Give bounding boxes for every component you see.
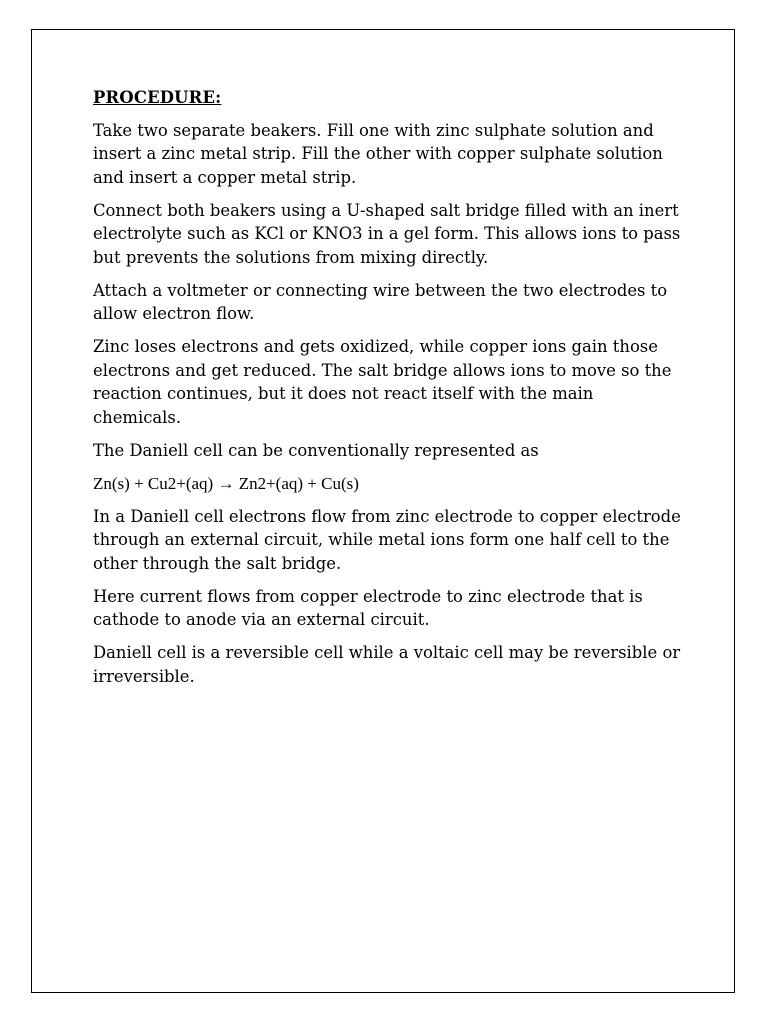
paragraph-beakers: Take two separate beakers. Fill one with zinc sulphate solution and insert a zinc metal strip. Fill the other with copper sulphate solution and insert a copper metal strip. xyxy=(93,120,663,187)
paragraph-voltmeter: Attach a voltmeter or connecting wire between the two electrodes to allow electron flow. xyxy=(93,280,668,323)
paragraph-current-flow: Here current flows from copper electrode to zinc electrode that is cathode to anode via an external circuit. xyxy=(93,586,643,629)
paragraph-representation: The Daniell cell can be conventionally represented as xyxy=(93,440,539,460)
paragraph-electron-flow: In a Daniell cell electrons flow from zinc electrode to copper electrode through an external circuit, while metal ions form one half cell to the other through the salt bridge. xyxy=(93,506,681,573)
procedure-heading: PROCEDURE: xyxy=(93,88,222,107)
paragraph-redox: Zinc loses electrons and gets oxidized, while copper ions gain those electrons and get reduced. The salt bridge allows ions to move so the reaction continues, but it does not react itself with the main chemicals. xyxy=(93,337,672,427)
paragraph-salt-bridge: Connect both beakers using a U-shaped salt bridge filled with an inert electrolyte such as KCl or KNO3 in a gel form. This allows ions to pass but prevents the solutions from mixing directly. xyxy=(93,200,681,267)
cell-reaction-equation: Zn(s) + Cu2+(aq) → Zn2+(aq) + Cu(s) xyxy=(93,473,359,493)
paragraph-reversibility: Daniell cell is a reversible cell while a voltaic cell may be reversible or irreversible. xyxy=(93,643,681,686)
procedure-section xyxy=(93,86,683,698)
